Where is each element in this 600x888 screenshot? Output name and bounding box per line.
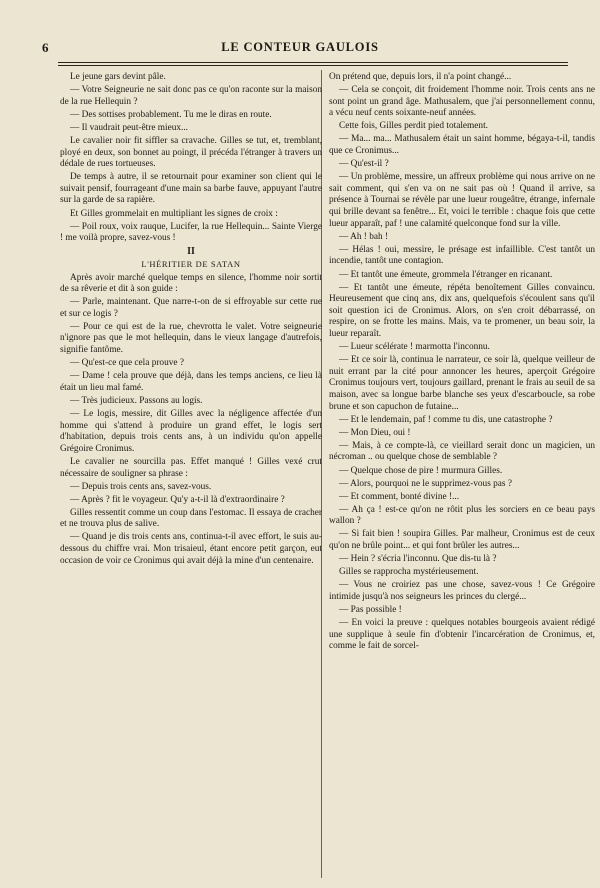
paragraph: — Ma... ma... Mathusalem était un saint homme, bégaya-t-il, tandis que ce Cronimus... <box>329 134 595 157</box>
left-top-text <box>60 72 322 245</box>
paragraph: — Votre Seigneurie ne sait donc pas ce qu'on raconte sur la maison de la rue Hellequin ? <box>60 85 322 107</box>
paragraph: Le cavalier noir fit siffler sa cravache. Gilles se tut, et, tremblant, ployé en deux, son bonnet au poingt, il précéda l'étranger à travers un dédale de rues tortueuses. <box>60 135 322 170</box>
paragraph: — Ah ! bah ! <box>339 231 389 242</box>
paragraph: — Il vaudrait peut-être mieux... <box>70 122 188 133</box>
paragraph: — Poil roux, voix rauque, Lucifer, la rue Hellequin... Sainte Vierge ! me voilà propre, savez-vous ! <box>60 221 322 244</box>
section-title: L'HÉRITIER DE SATAN <box>141 259 241 270</box>
paragraph: — Lueur scélérate ! marmotta l'inconnu. <box>339 342 490 353</box>
paragraph: — En voici la preuve : quelques notables bourgeois avaient rédigé une supplique à seule fin d'obtenir l'incarcération de Cronimus, et, comme le fait de sorcel- <box>329 618 595 652</box>
paragraph: — Vous ne croiriez pas une chose, savez-vous ! Ce Grégoire intimide jusqu'à nos seigneurs les princes du clergé... <box>329 580 595 602</box>
paragraph: — Après ? fit le voyageur. Qu'y a-t-il là d'extraordinaire ? <box>70 494 285 505</box>
paragraph: — Et comment, bonté divine !... <box>339 491 460 502</box>
paragraph: — Et ce soir là, continua le narrateur, ce soir là, quelque veilleur de nuit errant par la cité pour annoncer les heures, aperçoit Grégoire Cronimus toujours vert, toujours gaillard, prenant le frais au seuil de sa maison, avec sa longue barbe blanche ses yeux d'escarboucle, sa robe brune et son capuchon de futaine... <box>329 355 595 412</box>
paragraph: — Dame ! cela prouve que déjà, dans les temps anciens, ce lieu là était un lieu mal famé. <box>60 371 322 393</box>
paragraph: — Qu'est-il ? <box>339 159 389 170</box>
paragraph: Le jeune gars devint pâle. <box>70 72 166 82</box>
paragraph: De temps à autre, il se retournait pour examiner son client qui le suivait pensif, fourrageant d'une main sa barbe fauve, appuyant l'autre sur la garde de sa rapière. <box>60 172 322 206</box>
section-number: II <box>187 246 195 258</box>
paragraph: Cette fois, Gilles perdit pied totalement. <box>339 121 488 132</box>
paragraph: — Qu'est-ce que cela prouve ? <box>70 358 184 369</box>
page-header <box>0 0 600 60</box>
paragraph: — Hélas ! oui, messire, le présage est infaillible. C'est tantôt un incendie, tantôt une contagion. <box>329 244 595 267</box>
paragraph: — Des sottises probablement. Tu me le diras en route. <box>70 109 272 120</box>
right-text <box>329 72 595 653</box>
paragraph: — Et le lendemain, paf ! comme tu dis, une catastrophe ? <box>339 414 553 425</box>
left-bottom-text <box>60 273 322 568</box>
paragraph: — Le logis, messire, dit Gilles avec la négligence affectée d'un homme qui s'attend à produire un grand effet, le logis sert d'habitation, depuis trois cents ans, à un individu qu'on appelle Grégoire Cronimus. <box>60 409 322 454</box>
paragraph: — Très judicieux. Passons au logis. <box>70 395 203 406</box>
paragraph: — Alors, pourquoi ne le supprimez-vous pas ? <box>339 478 512 489</box>
paragraph: Gilles ressentit comme un coup dans l'estomac. Il essaya de cracher et ne trouva plus de salive. <box>60 507 322 530</box>
paragraph: Après avoir marché quelque temps en silence, l'homme noir sortit de sa rêverie et dit à son guide : <box>60 272 322 295</box>
paragraph: — Depuis trois cents ans, savez-vous. <box>70 481 212 492</box>
paragraph: Le cavalier ne sourcilla pas. Effet manqué ! Gilles vexé crut nécessaire de souligner sa phrase : <box>60 456 322 479</box>
paragraph: — Pas possible ! <box>339 605 402 616</box>
paragraph: Et Gilles grommelait en multipliant les signes de croix : <box>70 208 278 219</box>
paragraph: — Hein ? s'écria l'inconnu. Que dis-tu là ? <box>339 554 497 565</box>
paragraph: — Mon Dieu, oui ! <box>339 427 411 438</box>
paragraph: — Et tantôt une émeute, répéta benoîtement Gilles convaincu. Heureusement que cinq ans, dix ans, quelquefois s'écoulent sans qu'il soit question ici de Cronimus. Alors, on s'en croit débarrassé, on respire, on se frotte les mains. Mais, va te promener, un beau soir, la lueur reparaît. <box>329 282 595 339</box>
left-column <box>60 72 322 569</box>
paragraph: — Parle, maintenant. Que narre-t-on de si effroyable sur cette rue et sur ce logis ? <box>60 297 322 319</box>
paragraph: — Mais, à ce compte-là, ce vieillard serait donc un magicien, un nécroman .. ou quelque chose de semblable ? <box>329 440 595 463</box>
paragraph: — Cela se conçoit, dit froidement l'homme noir. Trois cents ans ne sont point un grand âge. Mathusalem, que j'ai personnellement connu, a vécu neuf cents soixante-neuf années. <box>329 85 595 119</box>
paragraph: On prétend que, depuis lors, il n'a point changé... <box>329 72 512 82</box>
paragraph: — Un problème, messire, un affreux problème qui nous arrive on ne sait comment, qui s'en va on ne sait pas où ! Quand il arrive, sa présence à Tournai se révèle par une lueur rougeâtre, étrange, infernale qui brille devant sa fenêtre... Et, voici le terrible : chaque fois que cette lueur apparaît, paf ! une calamité quelconque fond sur la ville. <box>329 172 595 229</box>
paragraph: Gilles se rapprocha mystérieusement. <box>339 567 479 578</box>
paragraph: — Pour ce qui est de la rue, chevrotta le valet. Votre seigneurie n'ignore pas que le mot hellequin, dans le vieux langage d'autrefois, signifie fantôme. <box>60 321 322 356</box>
paragraph: — Si fait bien ! soupira Gilles. Par malheur, Cronimus est de ceux qu'on ne brûle point... et qui font brûler les autres... <box>329 529 595 552</box>
paragraph: — Quand je dis trois cents ans, continua-t-il avec effort, le suis au-dessous du chiffre vrai. Mon trisaieul, étant encore petit garçon, eut occasion de voir ce Cronimus qui avait déjà la mine d'un centenaire. <box>60 532 322 566</box>
header-rule <box>58 62 568 66</box>
paragraph: — Et tantôt une émeute, grommela l'étranger en ricanant. <box>339 269 553 280</box>
paragraph: — Quelque chose de pire ! murmura Gilles. <box>339 465 503 476</box>
running-title: LE CONTEUR GAULOIS <box>221 40 379 54</box>
paragraph: — Ah ça ! est-ce qu'on ne rôtit plus les sorciers en ce beau pays wallon ? <box>329 504 595 527</box>
right-column <box>329 72 595 654</box>
page-number: 6 <box>42 40 49 55</box>
